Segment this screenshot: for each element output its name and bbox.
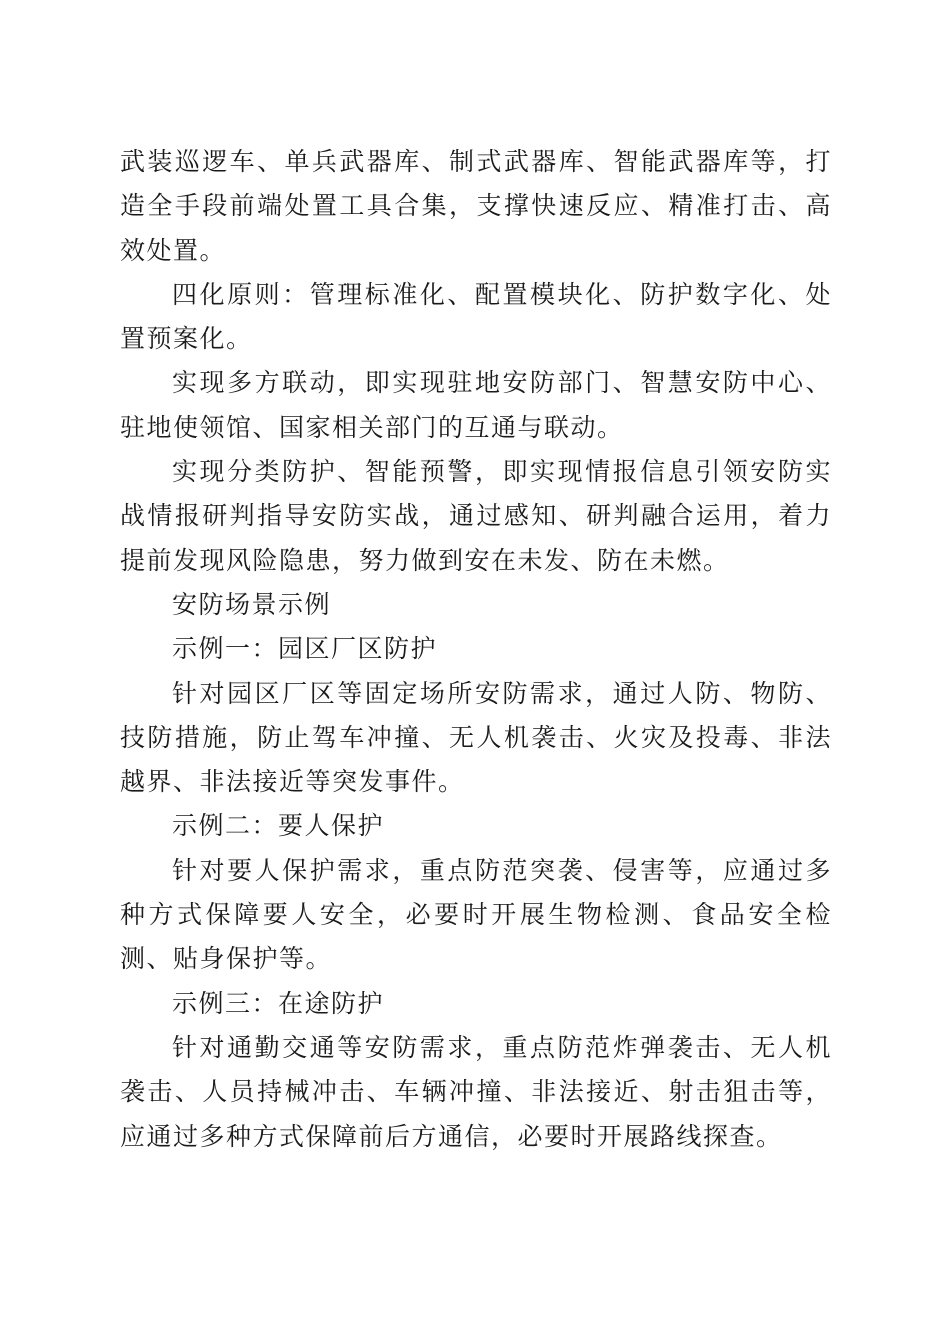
- paragraph-weapons-tools: 武装巡逻车、单兵武器库、制式武器库、智能武器库等，打造全手段前端处置工具合集，支撑快速反应、精准打击、高效处置。: [120, 147, 832, 265]
- document-body: [120, 140, 832, 1159]
- paragraph-four-principles: 四化原则：管理标准化、配置模块化、防护数字化、处置预案化。: [120, 279, 832, 354]
- example-3-body: 针对通勤交通等安防需求，重点防范炸弹袭击、无人机袭击、人员持械冲击、车辆冲撞、非法接近、射击狙击等，应通过多种方式保障前后方通信，必要时开展路线探查。: [120, 1032, 832, 1151]
- example-3-heading: 示例三：在途防护: [172, 988, 385, 1018]
- example-1-heading: 示例一：园区厂区防护: [172, 634, 438, 664]
- section-heading-scenarios: 安防场景示例: [172, 589, 332, 619]
- paragraph-classified-protection: 实现分类防护、智能预警，即实现情报信息引领安防实战情报研判指导安防实战，通过感知、研判融合运用，着力提前发现风险隐患，努力做到安在未发、防在未燃。: [120, 457, 832, 575]
- example-2-heading: 示例二：要人保护: [172, 811, 385, 841]
- paragraph-multi-party-linkage: 实现多方联动，即实现驻地安防部门、智慧安防中心、驻地使领馆、国家相关部门的互通与联动。: [120, 368, 832, 442]
- example-1-body: 针对园区厂区等固定场所安防需求，通过人防、物防、技防措施，防止驾车冲撞、无人机袭击、火灾及投毒、非法越界、非法接近等突发事件。: [120, 678, 832, 797]
- example-2-body: 针对要人保护需求，重点防范突袭、侵害等，应通过多种方式保障要人安全，必要时开展生物检测、食品安全检测、贴身保护等。: [120, 855, 832, 974]
